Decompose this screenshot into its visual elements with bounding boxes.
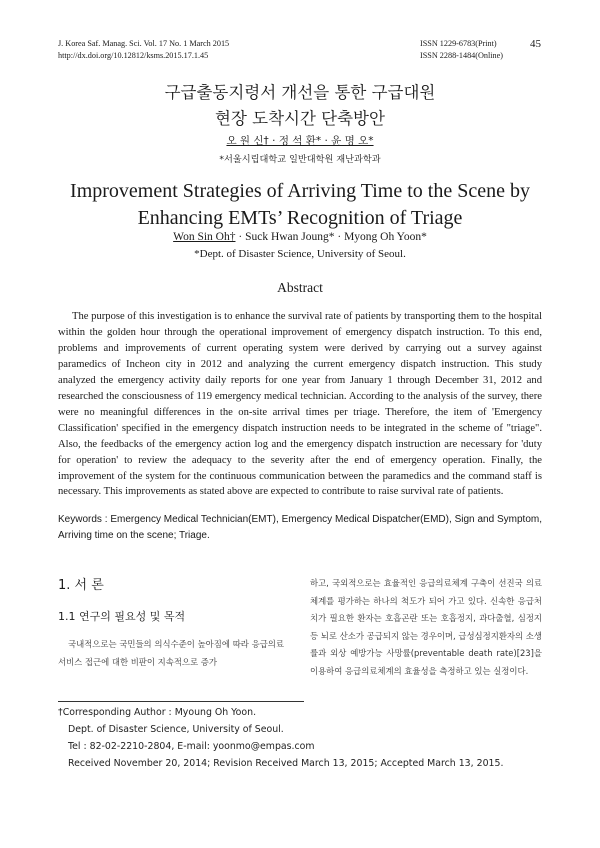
doi-link[interactable]: http://dx.doi.org/10.12812/ksms.2015.17.1.45 (58, 51, 209, 60)
journal-citation: J. Korea Saf. Manag. Sci. Vol. 17 No. 1 March 2015 (58, 39, 230, 48)
english-affiliation: *Dept. of Disaster Science, University of Seoul. (194, 248, 406, 260)
journal-header (58, 38, 229, 62)
footnote-divider (58, 701, 304, 702)
section-heading: 1. 서 론 (58, 578, 104, 593)
issn-block (420, 38, 503, 62)
footnote-dates: Received November 20, 2014; Revision Received March 13, 2015; Accepted March 13, 2015. (68, 758, 504, 769)
footnote-contact: Tel : 82-02-2210-2804, E-mail: yoonmo@empas.com (68, 741, 315, 752)
footnote-dept: Dept. of Disaster Science, University of Seoul. (68, 724, 284, 735)
korean-title-line1: 구급출동지령서 개선을 통한 구급대원 (164, 83, 436, 102)
footnote-corresponding: †Corresponding Author : Myoung Oh Yoon. (58, 707, 257, 718)
abstract-heading: Abstract (277, 280, 323, 295)
abstract-body: The purpose of this investigation is to enhance the survival rate of patients by transporting them to the hospital within the golden hour through the operational improvement of emergency dispatch instruction. To this end, problems and improvements of current operating system were derived by carrying out a survey against paramedics of Incheon city in 2012 and analyzing the current emergency dispatch instruction. This study analyzed the emergency activity daily reports for one year from January 1 through December 31, 2012 and researched the consciousness of 119 emergency medical technician. According to the analysis of the survey, there were no meaningful differences in the on-site arrival times per triage. Therefore, the item of 'Emergency Classification' specified in the emergency dispatch instruction needs to be integrated in the scheme of "triage". Also, the feedbacks of the emergency action log and the emergency dispatch instruction are necessary for 'duty for operation' to review the adequacy to the severity after the end of emergency operation. Finally, the improvement of the system for the continuous communication between the paramedics and the command staff is necessary. This improvements as stated above are expected to contribute to raise survival rate of patients. (58, 311, 542, 498)
footnote (58, 704, 548, 772)
body-text-right-column: 하고, 국외적으로는 효율적인 응급의료체계 구축이 선진국 의료체계를 평가하는 하나의 척도가 되어 가고 있다. 신속한 응급처치가 필요한 환자는 호흡곤란 또는 호흡정지, 과다출혈, 심정지 등 뇌로 산소가 공급되지 않는 경우이며, 급성심정지환자의 소생률과 외상 예방가능 사망률(preventable death rate)[23]을 이용하여 응급의료체계의 효율성을 측정하고 있는 실정이다. (310, 578, 542, 676)
keywords: Keywords : Emergency Medical Technician(EMT), Emergency Medical Dispatcher(EMD), Sign and Symptom, Arriving time on the scene; Triage. (58, 514, 542, 541)
issn-print: ISSN 1229-6783(Print) (420, 39, 497, 48)
english-title-line2: Enhancing EMTs’ Recognition of Triage (137, 207, 463, 229)
korean-authors: 오 원 신† · 정 석 환* · 윤 명 오* (226, 135, 374, 147)
page-number: 45 (530, 38, 541, 50)
co-authors: · Suck Hwan Joung* · Myong Oh Yoon* (235, 231, 427, 243)
korean-title-line2: 현장 도착시간 단축방안 (215, 109, 385, 128)
korean-title (40, 80, 560, 132)
english-title (40, 178, 560, 232)
english-title-line1: Improvement Strategies of Arriving Time to the Scene by (70, 180, 530, 202)
korean-affiliation: *서울시립대학교 일반대학원 재난과학과 (219, 154, 381, 165)
issn-online: ISSN 2288-1484(Online) (420, 51, 504, 60)
body-text-left-column: 국내적으로는 국민들의 의식수준이 높아짐에 따라 응급의료 서비스 접근에 대한 비판이 지속적으로 증가 (58, 639, 284, 667)
english-authors (40, 231, 560, 243)
subsection-heading: 1.1 연구의 필요성 및 목적 (58, 610, 186, 623)
corresponding-author: Won Sin Oh† (173, 231, 236, 243)
